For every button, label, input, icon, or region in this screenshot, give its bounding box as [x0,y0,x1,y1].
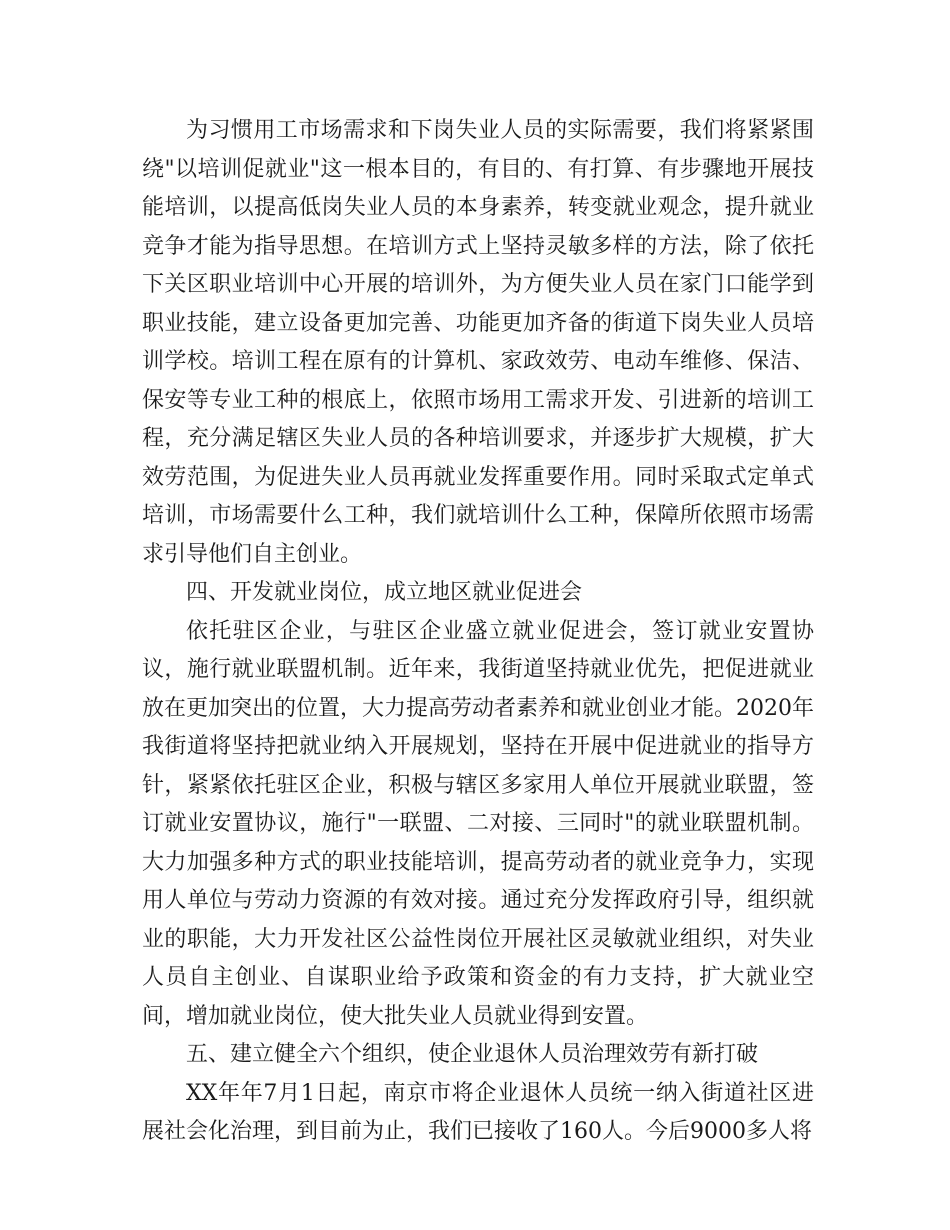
paragraph-retirees: XX年年7月1日起，南京市将企业退休人员统一纳入街道社区进展社会化治理，到目前为止，我们已接收了160人。今后9000多人将 [142,1080,814,1144]
paragraph-training: 为习惯用工市场需求和下岗失业人员的实际需要，我们将紧紧围绕"以培训促就业"这一根本目的，有目的、有打算、有步骤地开展技能培训，以提高低岗失业人员的本身素养，转变就业观念，提升就业竞争才能为指导思想。在培训方式上坚持灵敏多样的方法，除了依托下关区职业培训中心开展的培训外，为方便失业人员在家门口能学到职业技能，建立设备更加完善、功能更加齐备的街道下岗失业人员培训学校。培训工程在原有的计算机、家政效劳、电动车维修、保洁、保安等专业工种的根底上，依照市场用工需求开发、引进新的培训工程，充分满足辖区失业人员的各种培训要求，并逐步扩大规模，扩大效劳范围，为促进失业人员再就业发挥重要作用。同时采取式定单式培训，市场需要什么工种，我们就培训什么工种，保障所依照市场需求引导他们自主创业。 [142,118,814,567]
section-heading-5: 五、建立健全六个组织，使企业退休人员治理效劳有新打破 [186,1042,759,1067]
document-body [142,112,814,1152]
section-heading-4: 四、开发就业岗位，成立地区就业促进会 [186,580,583,605]
paragraph-employment-alliance: 依托驻区企业，与驻区企业盛立就业促进会，签订就业安置协议，施行就业联盟机制。近年来，我街道坚持就业优先，把促进就业放在更加突出的位置，大力提高劳动者素养和就业创业才能。2020年我街道将坚持把就业纳入开展规划，坚持在开展中促进就业的指导方针，紧紧依托驻区企业，积极与辖区多家用人单位开展就业联盟，签订就业安置协议，施行"一联盟、二对接、三同时"的就业联盟机制。大力加强多种方式的职业技能培训，提高劳动者的就业竞争力，实现用人单位与劳动力资源的有效对接。通过充分发挥政府引导，组织就业的职能，大力开发社区公益性岗位开展社区灵敏就业组织，对失业人员自主创业、自谋职业给予政策和资金的有力支持，扩大就业空间，增加就业岗位，使大批失业人员就业得到安置。 [142,618,814,1029]
